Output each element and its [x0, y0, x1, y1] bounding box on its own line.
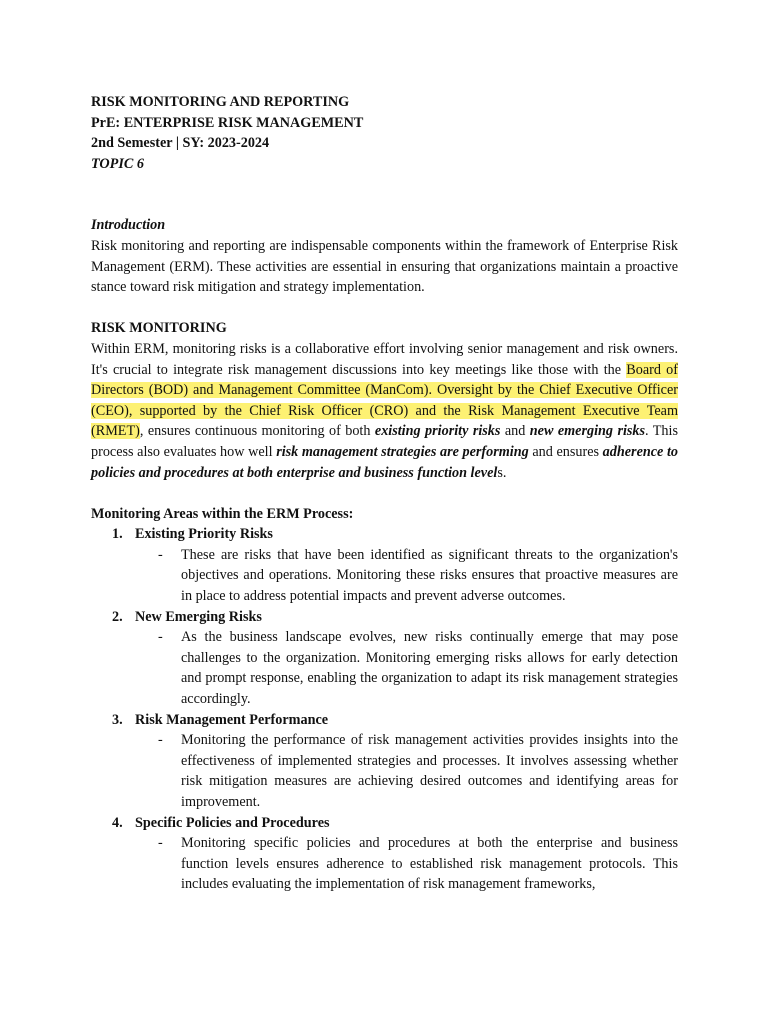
list-item-title-text: Specific Policies and Procedures	[135, 814, 330, 831]
list-item	[91, 710, 678, 813]
semester-line: 2nd Semester | SY: 2023-2024	[91, 135, 270, 152]
spacer	[91, 483, 678, 504]
risk-monitoring-paragraph	[91, 339, 678, 483]
list-item-number: 2.	[112, 608, 123, 625]
spacer	[91, 174, 678, 215]
list-item	[91, 607, 678, 710]
paragraph-text: . This process also evaluates how well	[91, 423, 678, 460]
introduction-heading: Introduction	[91, 217, 166, 234]
topic-label: TOPIC 6	[91, 155, 144, 172]
spacer	[91, 298, 678, 319]
list-item-description	[91, 833, 678, 895]
emphasis-text: new emerging risks	[529, 423, 646, 440]
emphasis-text: adherence to policies and procedures at both enterprise and business function level	[91, 443, 679, 481]
list-item-title	[91, 813, 678, 834]
list-item-number: 3.	[112, 711, 123, 728]
course-title: PrE: ENTERPRISE RISK MANAGEMENT	[91, 114, 364, 131]
paragraph-text: s.	[497, 464, 507, 481]
introduction-paragraph: Risk monitoring and reporting are indispensable components within the framework of Enterprise Risk Management (ERM). These activities are essential in ensuring that organizations maintain a proactive stance toward risk mitigation and strategy implementation.	[91, 237, 678, 296]
list-item-title-text: Risk Management Performance	[135, 711, 329, 728]
paragraph-text: , ensures continuous monitoring of both	[139, 423, 375, 440]
dash-bullet: -	[158, 732, 163, 749]
list-item-description	[91, 627, 678, 709]
emphasis-text: existing priority risks	[374, 423, 501, 440]
list-item	[91, 813, 678, 895]
description-text: Monitoring the performance of risk management activities provides insights into the effectiveness of implemented strategies and processes. It involves assessing whether risk mitigation measures are achieving desired outcomes and identifying areas for improvement.	[181, 732, 678, 810]
list-item-title	[91, 524, 678, 545]
list-item-description	[91, 545, 678, 607]
dash-bullet: -	[158, 835, 163, 852]
paragraph-text: and ensures	[528, 443, 603, 460]
list-item-title	[91, 710, 678, 731]
list-item-description	[91, 730, 678, 812]
document-title: RISK MONITORING AND REPORTING	[91, 94, 350, 110]
description-text: As the business landscape evolves, new risks continually emerge that may pose challenges to the organization. Monitoring emerging risks allows for early detection and prompt response, enabling the organization to adapt its risk management strategies accordingly.	[181, 629, 678, 708]
monitoring-areas-list	[91, 524, 678, 895]
paragraph-text: and	[500, 423, 530, 440]
emphasis-text: risk management strategies are performing	[276, 443, 529, 460]
list-item-title-text: New Emerging Risks	[135, 608, 262, 625]
description-text: Monitoring specific policies and procedures at both the enterprise and business function levels ensures adherence to established risk management protocols. This includes evaluating the implementation of risk management frameworks,	[181, 835, 678, 893]
list-item-number: 1.	[112, 526, 123, 543]
list-item-title-text: Existing Priority Risks	[135, 526, 273, 543]
document-page	[91, 92, 678, 895]
list-item-title	[91, 607, 678, 628]
highlighted-text: Board of Directors (BOD) and Management Committee (ManCom). Oversight by the Chief Executive Officer (CEO), supported by the Chief Risk Officer (CRO) and the Risk Management Executive Team (RMET)	[91, 361, 678, 440]
dash-bullet: -	[158, 546, 163, 563]
dash-bullet: -	[158, 629, 163, 646]
list-item	[91, 524, 678, 606]
description-text: These are risks that have been identified as significant threats to the organization's objectives and operations. Monitoring these risks ensures that proactive measures are in place to address potential impacts and prevent adverse outcomes.	[181, 546, 678, 605]
monitoring-areas-heading: Monitoring Areas within the ERM Process:	[91, 505, 354, 522]
list-item-number: 4.	[112, 814, 123, 831]
risk-monitoring-heading: RISK MONITORING	[91, 320, 227, 337]
paragraph-text: Within ERM, monitoring risks is a collaborative effort involving senior management and risk owners. It's crucial to integrate risk management discussions into key meetings like those with the	[91, 340, 678, 378]
